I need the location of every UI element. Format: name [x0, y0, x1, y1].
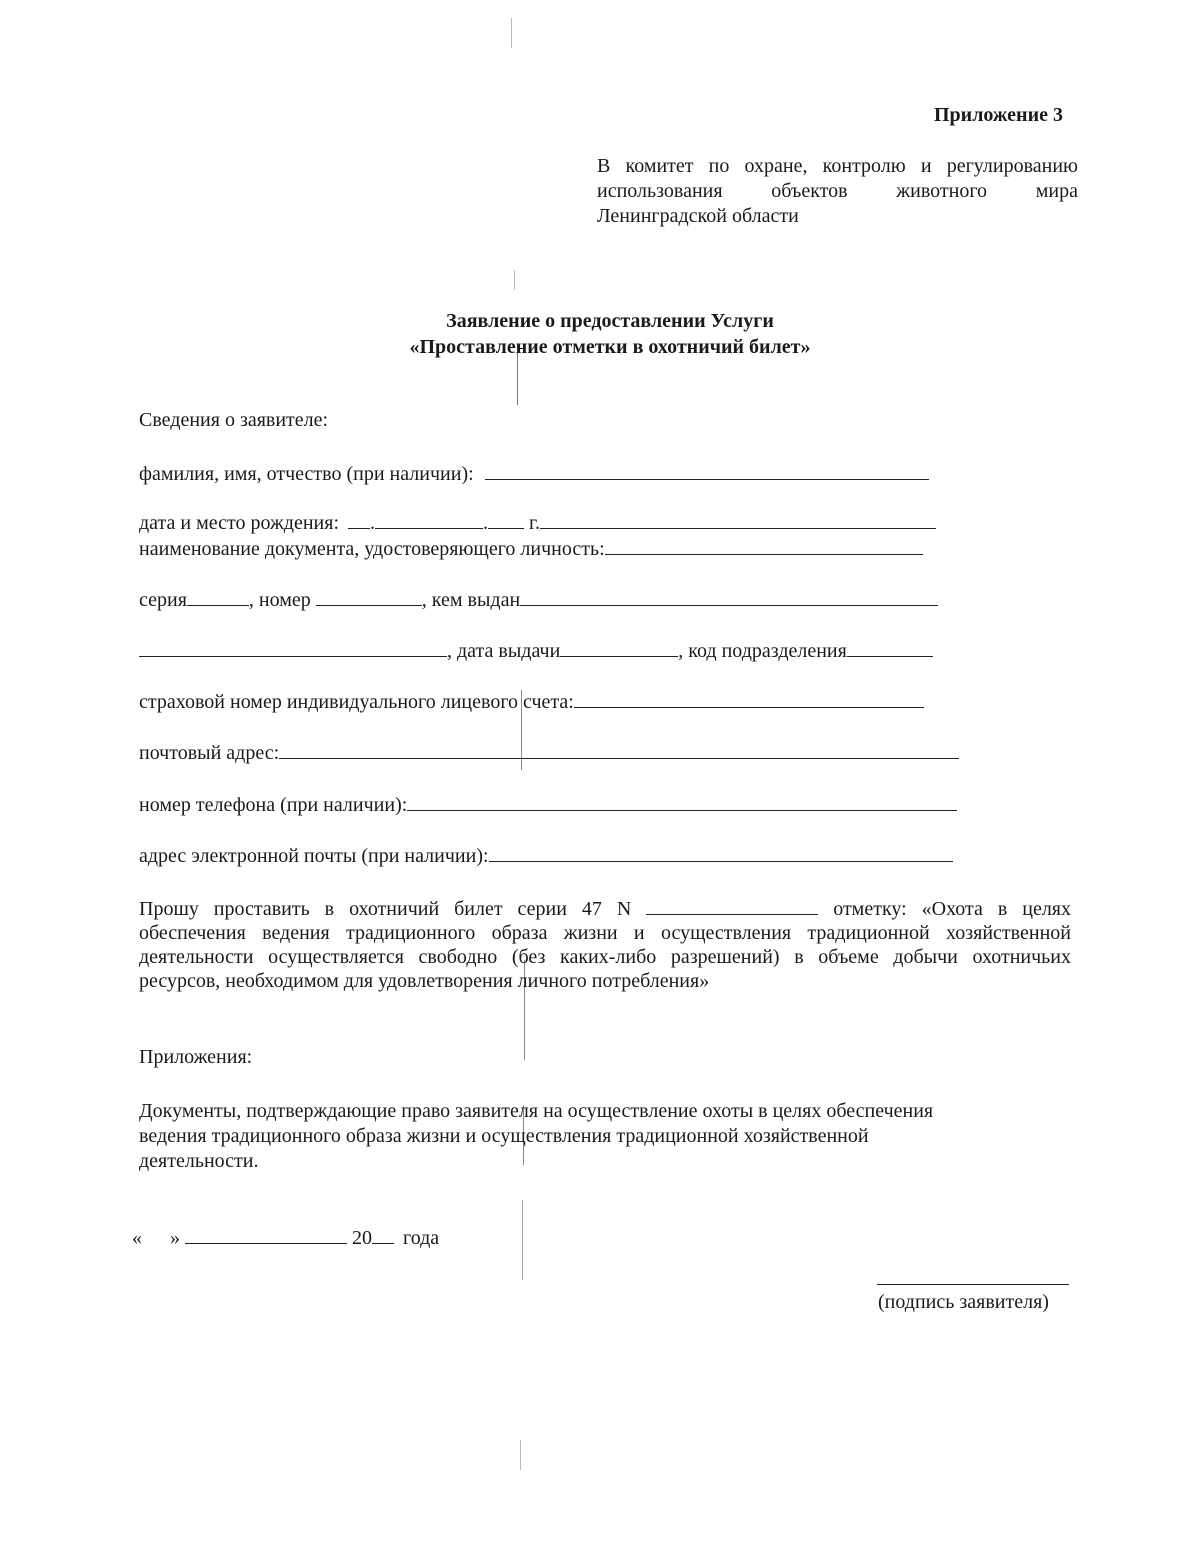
scan-artifact-line: [522, 1200, 523, 1280]
birth-separator: .: [370, 512, 376, 534]
hunting-ticket-number-field[interactable]: [646, 896, 818, 915]
request-line: обеспечения ведения традиционного образа жизни и осуществления традиционной хозяйственной: [139, 922, 1071, 944]
birth-label: дата и место рождения:: [139, 512, 340, 534]
phone-field[interactable]: [407, 792, 957, 811]
birth-month-field[interactable]: [375, 510, 483, 529]
signature-caption: (подпись заявителя): [878, 1291, 1049, 1313]
addressee-line: использования объектов животного мира: [597, 180, 1078, 202]
attachments-line: деятельности.: [139, 1150, 259, 1172]
passport-row: [139, 587, 938, 612]
title-line: «Проставление отметки в охотничий билет»: [409, 336, 811, 358]
date-year-suffix: года: [403, 1227, 440, 1249]
number-field[interactable]: [316, 587, 422, 606]
attachments-heading: Приложения:: [139, 1046, 253, 1068]
number-label: , номер: [248, 589, 311, 611]
addressee-line: Ленинградской области: [597, 205, 799, 227]
birth-place-field[interactable]: [540, 510, 936, 529]
attachments-line: ведения традиционного образа жизни и осуществления традиционной хозяйственной: [139, 1125, 869, 1147]
date-open-quote: «: [132, 1227, 142, 1249]
date-close-quote: »: [170, 1227, 180, 1249]
issue-row: [139, 638, 933, 663]
request-line: ресурсов, необходимом для удовлетворения личного потребления»: [139, 970, 710, 992]
id-document-field[interactable]: [605, 536, 923, 555]
request-line-end: отметку: «Охота в целях: [833, 898, 1072, 920]
birth-year-suffix: г.: [529, 512, 540, 534]
document-title: [300, 308, 920, 360]
date-month-field[interactable]: [185, 1225, 347, 1244]
date-year-field[interactable]: [372, 1225, 394, 1244]
postal-address-field[interactable]: [279, 740, 959, 759]
phone-label: номер телефона (при наличии):: [139, 794, 408, 816]
birth-day-field[interactable]: [348, 510, 370, 529]
birth-year-field[interactable]: [488, 510, 524, 529]
attachments-line: Документы, подтверждающие право заявителя на осуществление охоты в целях обеспечения: [139, 1100, 934, 1122]
postal-address-row: [139, 740, 959, 765]
issued-by-continued-field[interactable]: [139, 638, 447, 657]
scan-artifact-line: [520, 1440, 521, 1470]
request-paragraph: [139, 896, 1071, 993]
addressee-block: [597, 154, 1078, 229]
email-field[interactable]: [489, 843, 953, 862]
signature-line[interactable]: [877, 1283, 1069, 1285]
scan-artifact-line: [514, 270, 515, 290]
snils-label: страховой номер индивидуального лицевого счета:: [139, 691, 574, 713]
scan-artifact-line: [511, 18, 512, 48]
email-row: [139, 843, 953, 868]
full-name-row: [139, 461, 929, 486]
series-field[interactable]: [187, 587, 249, 606]
full-name-field[interactable]: [485, 461, 929, 480]
request-line: деятельности осуществляется свободно (без каких-либо разрешений) в объеме добычи охотничьих: [139, 946, 1071, 968]
email-label: адрес электронной почты (при наличии):: [139, 845, 489, 867]
addressee-line: В комитет по охране, контролю и регулированию: [597, 155, 1078, 177]
attachments-paragraph: [139, 1099, 1039, 1174]
issue-date-label: , дата выдачи: [447, 640, 561, 662]
division-code-field[interactable]: [847, 638, 933, 657]
series-label: серия: [139, 589, 187, 611]
date-day-field[interactable]: [147, 1225, 165, 1244]
issued-by-label: , кем выдан: [421, 589, 521, 611]
postal-address-label: почтовый адрес:: [139, 742, 280, 764]
request-line-start: Прошу проставить в охотничий билет серии 47 N: [139, 898, 632, 920]
date-year-prefix: 20: [352, 1227, 372, 1249]
phone-row: [139, 792, 957, 817]
birth-separator: .: [483, 512, 489, 534]
applicant-info-heading: Сведения о заявителе:: [139, 409, 329, 431]
snils-row: [139, 689, 924, 714]
full-name-label: фамилия, имя, отчество (при наличии):: [139, 463, 474, 485]
birth-row: [139, 510, 936, 535]
issue-date-field[interactable]: [560, 638, 678, 657]
request-line: [139, 896, 1071, 921]
division-code-label: , код подразделения: [678, 640, 847, 662]
id-document-label: наименование документа, удостоверяющего личность:: [139, 538, 605, 560]
date-row: [132, 1225, 439, 1250]
snils-field[interactable]: [574, 689, 924, 708]
title-line: Заявление о предоставлении Услуги: [446, 310, 774, 332]
issued-by-field[interactable]: [520, 587, 938, 606]
id-document-row: [139, 536, 923, 561]
appendix-label: Приложение 3: [934, 104, 1063, 126]
